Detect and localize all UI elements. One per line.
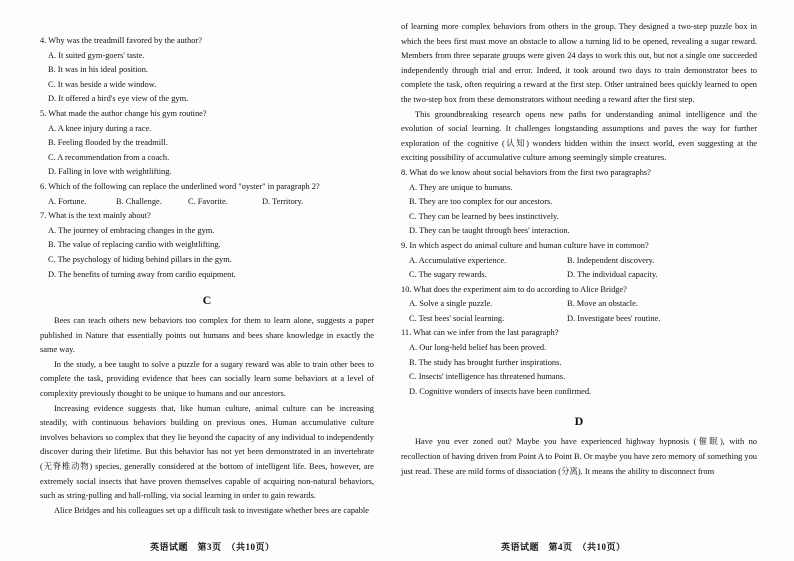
option: A. They are unique to humans. — [409, 182, 513, 192]
option: D. Territory. — [262, 196, 304, 206]
option: B. They are too complex for our ancestors. — [409, 197, 553, 207]
passage-paragraph: This groundbreaking research opens new paths for understanding animal intelligence and the evolution of social learning. It challenges longstanding assumptions and paves the way for further exploration of the cognitive (认知) wonders hidden within the insect world, even suggesting at the exciting possibility of accumulative culture among seemingly simple creatures. — [401, 109, 757, 163]
option: D. The benefits of turning away from cardio equipment. — [48, 269, 236, 279]
question-6-options — [48, 195, 374, 210]
page-footer: 英语试题 第3页 （共10页） — [150, 542, 275, 552]
option: C. The sugary rewards. — [409, 270, 487, 280]
option: C. Favorite. — [188, 196, 228, 206]
option: D. They can be taught through bees' interaction. — [409, 226, 570, 236]
question-11: 11. What can we infer from the last paragraph? — [401, 328, 559, 338]
section-title-d: D — [574, 414, 584, 429]
question-6: 6. Which of the following can replace the underlined word "oyster" in paragraph 2? — [40, 181, 320, 191]
option: B. Feeling flooded by the treadmill. — [48, 138, 168, 148]
passage-paragraph: In the study, a bee taught to solve a puzzle for a sugary reward was able to train other bees to complete the task, providing evidence that bees can socially learn some behaviors at a level of complexity previously thought to be unique to humans and our ancestors. — [40, 359, 374, 399]
option: A. It suited gym-goers' taste. — [48, 50, 145, 60]
option: D. Investigate bees' routine. — [567, 313, 661, 323]
passage-paragraph: Increasing evidence suggests that, like human culture, animal culture can be increasing steadily, with continuous behaviors building on previous ones. Human accumulative culture involves behaviors so complex that they lie beyond the capacity of any individual to independently discover during their lifetime. But this behavior has not yet been demonstrated in an invertebrate (无脊椎动物) species, generally considered at the bottom of intelligent life. Bees, however, are extremely social insects that have proven themselves capable of acquiring non-natural behaviors, such as string-pulling and ball-rolling, via social learning in order to gain rewards. — [40, 403, 374, 501]
option: B. Move an obstacle. — [567, 299, 638, 309]
passage-paragraph: Alice Bridges and his colleagues set up a difficult task to investigate whether bees are capable — [54, 505, 369, 515]
option: B. Independent discovery. — [567, 255, 655, 265]
question-10: 10. What does the experiment aim to do according to Alice Bridge? — [401, 284, 627, 294]
question-8: 8. What do we know about social behaviors from the first two paragraphs? — [401, 167, 651, 177]
option: C. A recommendation from a coach. — [48, 152, 170, 162]
option: B. The value of replacing cardio with weightlifting. — [48, 240, 221, 250]
option: C. Test bees' social learning. — [409, 313, 505, 323]
option: D. Falling in love with weightlifting. — [48, 167, 172, 177]
option: A. The journey of embracing changes in the gym. — [48, 225, 215, 235]
right-column — [401, 20, 757, 479]
passage-paragraph: Bees can teach others new behaviors too complex for them to learn alone, suggests a paper published in Nature that essentially points out humans and bees share knowledge in exactly the same way. — [40, 316, 374, 355]
option: D. It offered a bird's eye view of the gym. — [48, 94, 189, 104]
option: B. It was in his ideal position. — [48, 65, 149, 75]
section-title-c: C — [202, 293, 212, 308]
passage-paragraph: Have you ever zoned out? Maybe you have experienced highway hypnosis (催眠), with no recollection of having driven from Point A to Point B. Or maybe you have zero memory of something you just read. These are mild forms of dissociation (分离). It means the ability to disconnect from — [401, 437, 757, 476]
question-9: 9. In which aspect do animal culture and human culture have in common? — [401, 240, 649, 250]
question-9-options — [409, 254, 757, 283]
question-7: 7. What is the text mainly about? — [40, 211, 151, 221]
option: C. Insects' intelligence has threatened humans. — [409, 372, 566, 382]
option: D. Cognitive wonders of insects have been confirmed. — [409, 386, 592, 396]
option: B. The study has brought further inspirations. — [409, 357, 562, 367]
option: A. Accumulative experience. — [409, 255, 507, 265]
left-column — [40, 34, 374, 518]
option: A. Our long-held belief has been proved. — [409, 343, 547, 353]
question-4: 4. Why was the treadmill favored by the author? — [40, 36, 202, 45]
question-5: 5. What made the author change his gym routine? — [40, 108, 207, 118]
option: C. The psychology of hiding behind pillars in the gym. — [48, 254, 232, 264]
option: A. Solve a single puzzle. — [409, 299, 493, 309]
option: C. They can be learned by bees instinctively. — [409, 211, 559, 221]
option: A. A knee injury during a race. — [48, 123, 152, 133]
question-10-options — [409, 297, 757, 326]
option: D. The individual capacity. — [567, 270, 658, 280]
right-page — [397, 0, 794, 561]
option: B. Challenge. — [116, 196, 162, 206]
option: C. It was beside a wide window. — [48, 79, 157, 89]
passage-paragraph: of learning more complex behaviors from others in the group. They designed a two-step puzzle box in which the bees first must move an obstacle to allow a turning lid to be opened, revealing a sugar reward. Members from three separate groups were given 24 days to work this out, but not a single one succeeded independently through trial and error. Indeed, it took around two days to train demonstrator bees to complete the task, often requiring a reward at the first step. Other untrained bees quickly learned to open the two-step box from these demonstrators without needing a reward after the first step. — [401, 22, 757, 104]
option: A. Fortune. — [48, 196, 87, 206]
page-footer: 英语试题 第4页 （共10页） — [501, 542, 626, 552]
